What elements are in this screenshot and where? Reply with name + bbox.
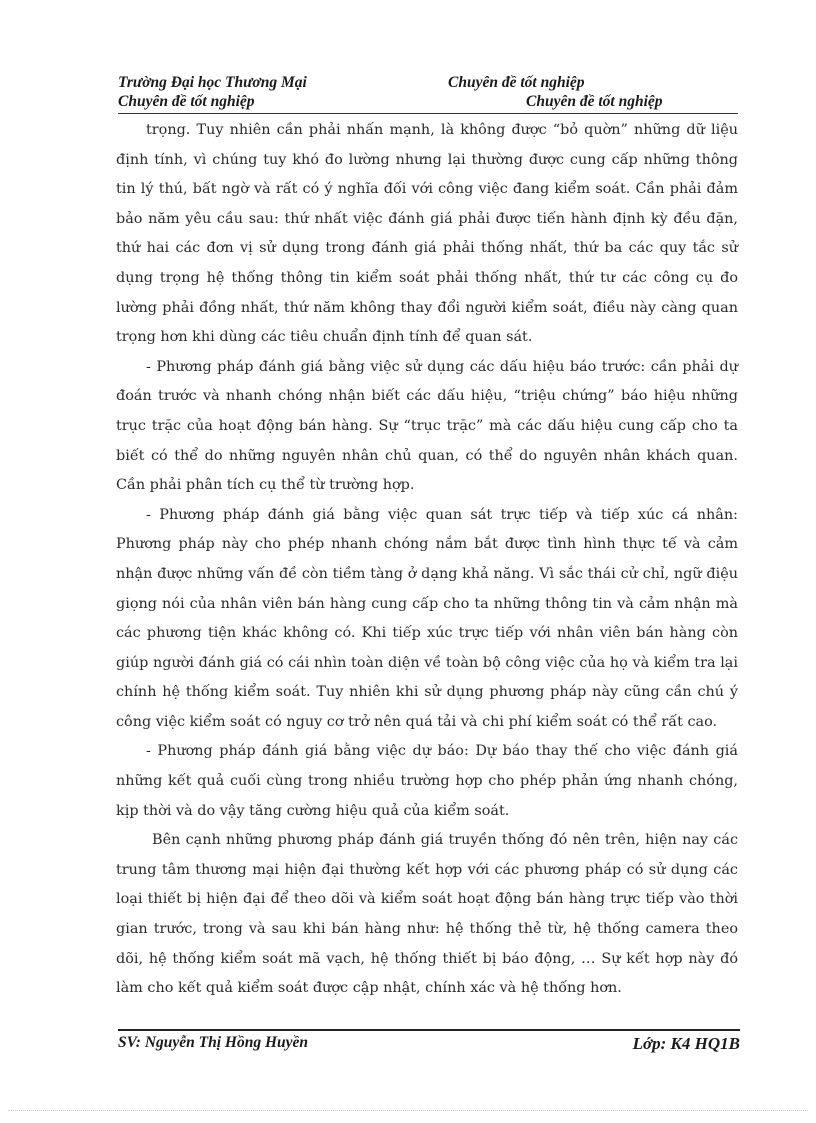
page-header bbox=[118, 72, 736, 114]
header-topic-right-2: Chuyên đề tốt nghiệp bbox=[526, 93, 663, 110]
paragraph-forecast-method: - Phương pháp đánh giá bằng việc dự báo: Dự báo thay thế cho việc đánh giá những kết quả cuối cùng trong nhiều trường hợp cho phép phản ứng nhanh chóng, kịp thời và do vậy tăng cường hiệu quả của kiểm soát. bbox=[116, 743, 738, 819]
student-name: SV: Nguyễn Thị Hồng Huyền bbox=[118, 1034, 309, 1051]
header-topic-right: Chuyên đề tốt nghiệp bbox=[448, 74, 585, 91]
class-label: Lớp: K4 HQ1B bbox=[632, 1034, 740, 1053]
paragraph-observation-method: - Phương pháp đánh giá bằng việc quan sát trực tiếp và tiếp xúc cá nhân: Phương pháp này cho phép nhanh chóng nắm bắt được tình hình thực tế và cảm nhận được những vấn đề còn tiềm tàng ở dạng khả năng. Vì sắc thái cử chỉ, ngữ điệu giọng nói của nhân viên bán hàng cung cấp cho ta những thông tin và cảm nhận mà các phương tiện khác không có. Khi tiếp xúc trực tiếp với nhân viên bán hàng còn giúp người đánh giá có cái nhìn toàn diện về toàn bộ công việc của họ và kiểm tra lại chính hệ thống kiểm soát. Tuy nhiên khi sử dụng phương pháp này cũng cần chú ý công việc kiểm soát có nguy cơ trở nên quá tải và chi phí kiểm soát có thể rất cao. bbox=[116, 506, 738, 730]
page-edge-divider bbox=[8, 1110, 808, 1111]
paragraph-warning-signs-method: - Phương pháp đánh giá bằng việc sử dụng các dấu hiệu báo trước: cần phải dự đoán trước và nhanh chóng nhận biết các dấu hiệu, “triệu chứng” báo hiệu những trục trặc của hoạt động bán hàng. Sự “trục trặc” mà các dấu hiệu cung cấp cho ta biết có thể do những nguyên nhân chủ quan, có thể do nguyên nhân khách quan. Cần phải phân tích cụ thể từ trường hợp. bbox=[116, 358, 738, 494]
paragraph-modern-equipment: Bên cạnh những phương pháp đánh giá truyền thống đó nên trên, hiện nay các trung tâm thương mại hiện đại thường kết hợp với các phương pháp có sử dụng các loại thiết bị hiện đại để theo dõi và kiểm soát hoạt động bán hàng trực tiếp vào thời gian trước, trong và sau khi bán hàng như: hệ thống thẻ từ, hệ thống camera theo dõi, hệ thống kiểm soát mã vạch, hệ thống thiết bị báo động, … Sự kết hợp này đó làm cho kết quả kiểm soát được cập nhật, chính xác và hệ thống hơn. bbox=[116, 832, 738, 997]
page-footer bbox=[118, 1032, 740, 1056]
school-name: Trường Đại học Thương Mại bbox=[118, 74, 307, 91]
header-divider bbox=[118, 113, 738, 114]
paragraph-continuation: trọng. Tuy nhiên cần phải nhấn mạnh, là không được “bỏ quờn” những dữ liệu định tính, vì chúng tuy khó đo lường nhưng lại thường được cung cấp những thông tin lý thú, bất ngờ và rất có ý nghĩa đối với công việc đang kiểm soát. Cần phải đảm bảo năm yêu cầu sau: thứ nhất việc đánh giá phải được tiến hành định kỳ đều đặn, thứ hai các đơn vị sử dụng trong đánh giá phải thống nhất, thứ ba các quy tắc sử dụng trọng hệ thống thông tin kiểm soát phải thống nhất, thứ tư các công cụ đo lường phải đồng nhất, thứ năm không thay đổi người kiểm soát, điều này càng quan trọng hơn khi dùng các tiêu chuẩn định tính để quan sát. bbox=[116, 122, 738, 346]
document-body bbox=[116, 116, 738, 1004]
footer-divider bbox=[118, 1029, 740, 1031]
header-topic-left-2: Chuyên đề tốt nghiệp bbox=[118, 93, 255, 110]
